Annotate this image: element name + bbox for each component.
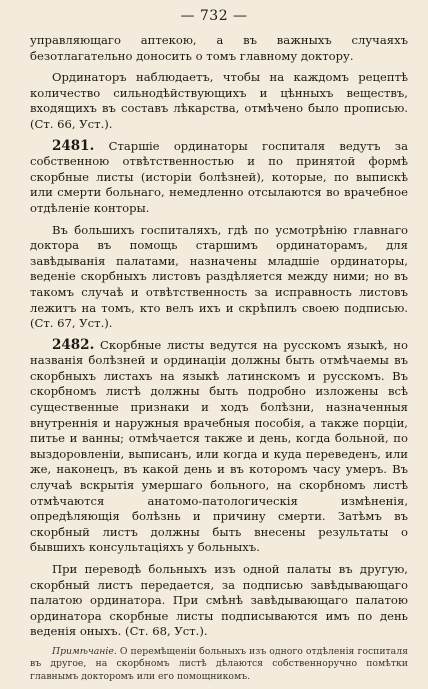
footnote: [30, 646, 408, 683]
section-number: 2482.: [52, 336, 95, 353]
section-text: Скорбные листы ведутся на русскомъ языкѣ, но названія болѣзней и ординаціи должны быть отмѣчаемы въ скорбныхъ листахъ на языкѣ латинскомъ и русскомъ. Въ скорбномъ листѣ должны быть подробно изложены всѣ существенные признаки и ходъ болѣзни, назначенныя внутреннія и наружныя врачебныя пособія, а также порціи, питье и ванны; отмѣчается также и день, когда больной, по выздоровленіи, выписанъ, или когда и куда переведенъ, или же, наконецъ, въ какой день и въ которомъ часу умеръ. Въ случаѣ вскрытія умершаго больного, на скорбномъ листѣ отмѣчаются анатомо-патологическія измѣненія, опредѣляющія болѣзнь и причину смерти. Затѣмъ въ скорбный листъ должны быть внесены результаты о бывшихъ консультаціяхъ у больныхъ.: [30, 337, 408, 555]
paragraph-transfer: При переводѣ больныхъ изъ одной палаты въ другую, скорбный листъ передается, за подписью завѣдывающаго палатою ординатора. При смѣнѣ завѣдывающаго палатою ординатора скорбные листы подписываются имъ по день веденія оныхъ. (Ст. 68, Уст.).: [30, 562, 408, 639]
section-2481: [30, 139, 408, 217]
paragraph-continuation: управляющаго аптекою, а въ важныхъ случаяхъ безотлагательно доносить о томъ главному доктору.: [30, 33, 408, 63]
footnote-text: О перемѣщеніи больныхъ изъ одного отдѣленія госпиталя въ другое, на скорбномъ листѣ дѣлаются собственноручно помѣтки главнымъ докторомъ или его помощникомъ.: [30, 645, 408, 682]
section-text: Старшіе ординаторы госпиталя ведутъ за собственною отвѣтственностью и по принятой формѣ скорбные листы (исторіи болѣзней), которые, по выпискѣ или смерти больнаго, немедленно отсылаются во врачебное отдѣленіе конторы.: [30, 138, 409, 215]
page-body: [30, 33, 408, 689]
section-2482: [30, 338, 408, 556]
section-number: 2481.: [52, 137, 95, 154]
page-number: — 732 —: [180, 8, 248, 24]
paragraph-ordinator: Ординаторъ наблюдаетъ, чтобы на каждомъ рецептѣ количество сильнодѣйствующихъ и цѣнныхъ веществъ, входящихъ въ составъ лѣкарства, отмѣчено было прописью. (Ст. 66, Уст.).: [30, 70, 408, 131]
footnote-label: Примѣчаніе.: [52, 645, 117, 657]
paragraph-large-hospitals: Въ большихъ госпиталяхъ, гдѣ по усмотрѣнію главнаго доктора въ помощь старшимъ ординаторамъ, для завѣдыванія палатами, назначены младшіе ординаторы, веденіе скорбныхъ листовъ раздѣляется между ними; но въ такомъ случаѣ и отвѣтственность за исправность листовъ лежитъ на томъ, кто велъ ихъ и скрѣпилъ своею подписью. (Ст. 67, Уст.).: [30, 222, 408, 331]
